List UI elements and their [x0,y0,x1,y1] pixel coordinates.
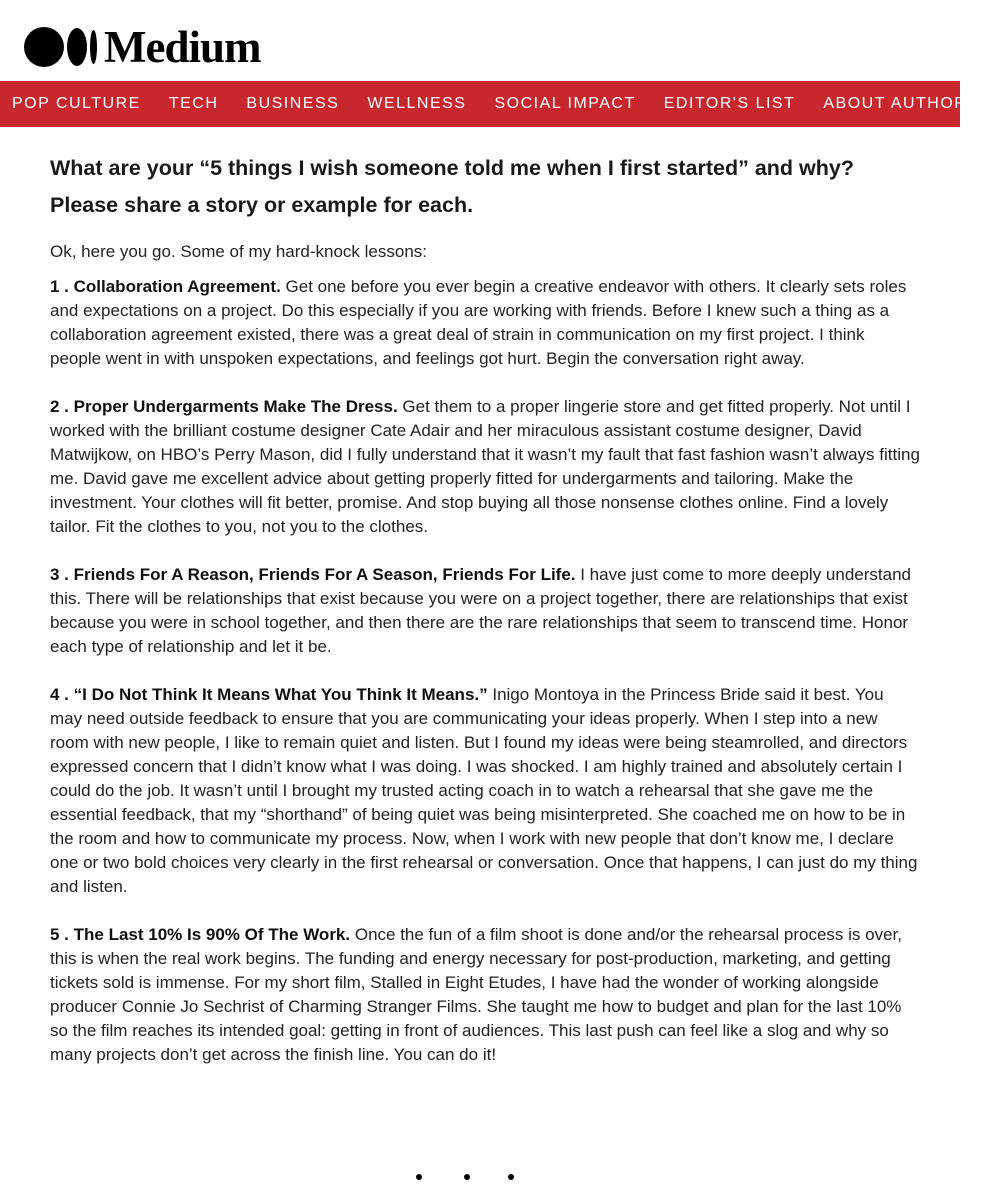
medium-dots-logo-icon [24,27,97,67]
lesson-body: Get them to a proper lingerie store and get fitted properly. Not until I worked with the brilliant costume designer Cate Adair and her miraculous assistant costume designer, David Matwijkow, on HBO’s Perry Mason, did I fully understand that it wasn’t my fault that fast fashion wasn’t always fitting me. David gave me excellent advice about getting properly fitted for undergarments and tailoring. Make the investment. Your clothes will fit better, promise. And stop buying all those nonsense clothes online. Find a lovely tailor. Fit the clothes to you, not you to the clothes. [50,397,920,536]
lesson-title: 4 . “I Do Not Think It Means What You Think It Means.” [50,685,488,704]
article-body [50,150,920,1091]
lesson-title: 1 . Collaboration Agreement. [50,277,281,296]
nav-item-pop-culture[interactable]: POP CULTURE [12,95,141,112]
lesson-body: Inigo Montoya in the Princess Bride said it best. You may need outside feedback to ensure that you are communicating your ideas properly. When I step into a new room with new people, I like to remain quiet and listen. But I found my ideas were being steamrolled, and directors expressed concern that I didn’t know what I was doing. I was shocked. I am highly trained and absolutely certain I could do the job. It wasn’t until I brought my trusted acting coach in to watch a rehearsal that she gave me the essential feedback, that my “shorthand” of being quiet was being misinterpreted. She coached me on how to be in the room and how to communicate my process. Now, when I work with new people that don’t know me, I declare one or two bold choices very clearly in the first rehearsal or conversation. Once that happens, I can just do my thing and listen. [50,685,918,896]
lesson-title: 5 . The Last 10% Is 90% Of The Work. [50,925,351,944]
nav-item-business[interactable]: BUSINESS [246,95,340,112]
lesson-item [50,683,920,899]
intro-text: Ok, here you go. Some of my hard-knock lessons: [50,242,428,261]
separator-dot [508,1174,514,1180]
separator-dot [464,1174,470,1180]
lesson-body: Get one before you ever begin a creative endeavor with others. It clearly sets roles and expectations on a project. Do this especially if you are working with friends. Before I knew such a thing as a collaboration agreement existed, there was a great deal of strain in communication on my first project. I think people went in with unspoken expectations, and feelings got hurt. Begin the conversation right away. [50,277,907,368]
nav-item-tech[interactable]: TECH [168,95,219,112]
separator-dot [416,1174,422,1180]
lesson-item [50,563,920,659]
medium-logo[interactable] [24,24,261,70]
nav-item-about-authority[interactable]: ABOUT AUTHORITY [823,95,997,112]
nav-item-editors-list[interactable]: EDITOR'S LIST [663,95,796,112]
lesson-title: 2 . Proper Undergarments Make The Dress. [50,397,398,416]
category-nav [0,81,997,127]
lesson-body: Once the fun of a film shoot is done and/or the rehearsal process is over, this is when the real work begins. The funding and energy necessary for post-production, marketing, and getting tickets sold is immense. For my short film, Stalled in Eight Etudes, I have had the wonder of working alongside producer Connie Jo Sechrist of Charming Stranger Films. She taught me how to budget and plan for the last 10% so the film reaches its intended goal: getting in front of audiences. This last push can feel like a slog and why so many projects don’t get across the finish line. You can do it! [50,925,902,1064]
interview-question: What are your “5 things I wish someone told me when I first started” and why? Please share a story or example for each. [50,156,854,217]
nav-item-social-impact[interactable]: SOCIAL IMPACT [494,95,636,112]
nav-item-wellness[interactable]: WELLNESS [367,95,467,112]
section-separator-dots [408,1174,528,1184]
lesson-item [50,275,920,371]
lesson-item [50,395,920,539]
lesson-item [50,923,920,1067]
logo-wordmark: Medium [104,22,261,72]
lesson-body: I have just come to more deeply understand this. There will be relationships that exist because you were on a project together, there are relationships that exist because you were in school together, and then there are the rare relationships that seem to transcend time. Honor each type of relationship and let it be. [50,565,911,656]
site-header [0,0,960,80]
lesson-title: 3 . Friends For A Reason, Friends For A Season, Friends For Life. [50,565,576,584]
